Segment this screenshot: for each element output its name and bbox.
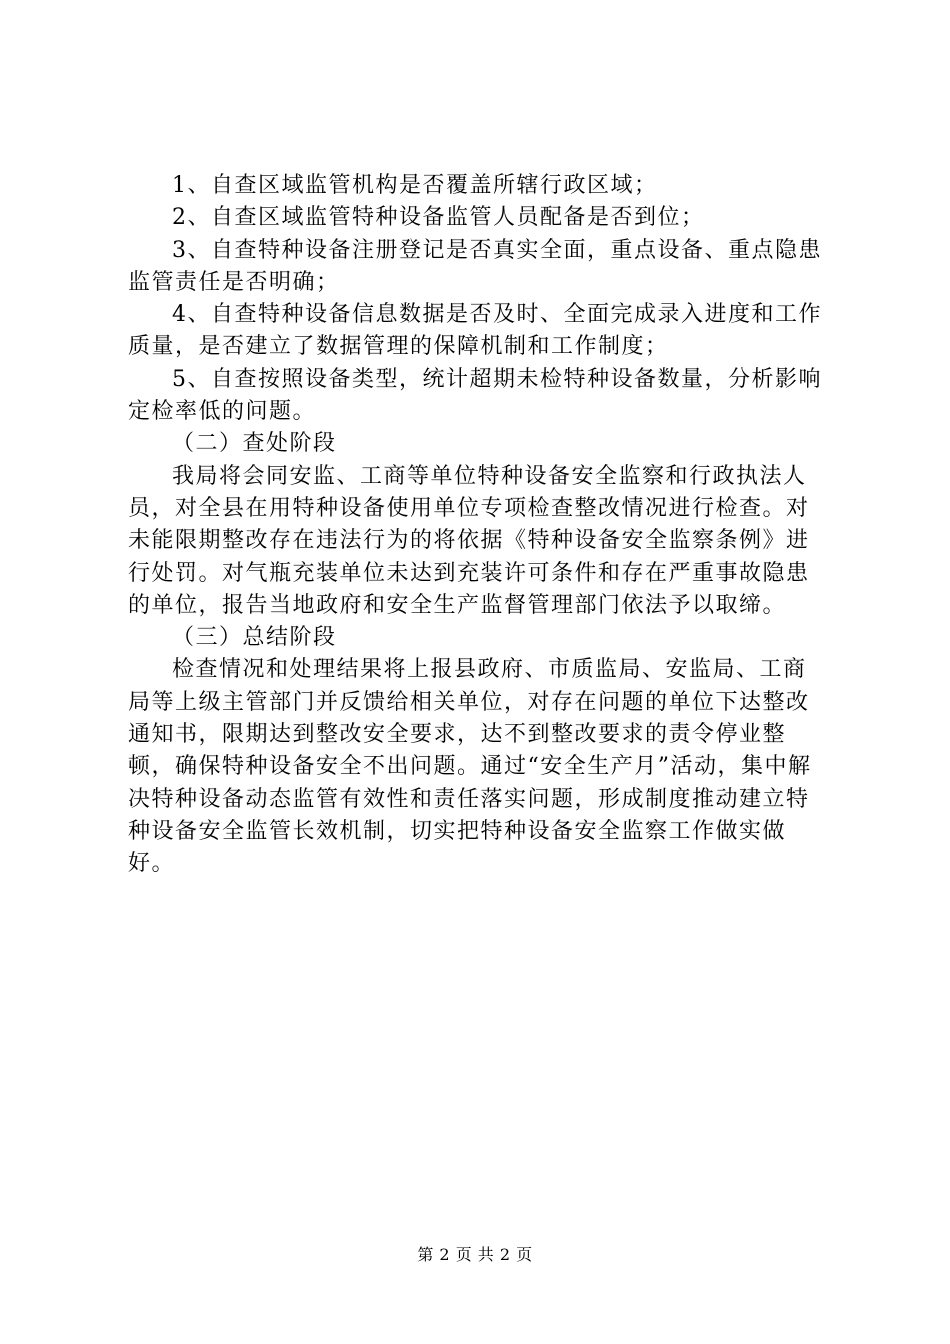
list-item-3: 3、自查特种设备注册登记是否真实全面，重点设备、重点隐患监管责任是否明确； bbox=[128, 237, 822, 295]
section-heading-investigation: （二）查处阶段 bbox=[172, 431, 337, 457]
list-item-5: 5、自查按照设备类型，统计超期未检特种设备数量，分析影响定检率低的问题。 bbox=[128, 366, 822, 425]
section-body-investigation: 我局将会同安监、工商等单位特种设备安全监察和行政执法人员，对全县在用特种设备使用单位专项检查整改情况进行检查。对未能限期整改存在违法行为的将依据《特种设备安全监察条例》进行处罚。对气瓶充装单位未达到充装许可条件和存在严重事故隐患的单位，报告当地政府和安全生产监督管理部门依法予以取缔。 bbox=[128, 463, 810, 618]
document-body bbox=[128, 170, 828, 881]
section-body-summary: 检查情况和处理结果将上报县政府、市质监局、安监局、工商局等上级主管部门并反馈给相关单位，对存在问题的单位下达整改通知书，限期达到整改安全要求，达不到整改要求的责令停业整顿，确保特种设备安全不出问题。通过“安全生产月”活动，集中解决特种设备动态监管有效性和责任落实问题，形成制度推动建立特种设备安全监管长效机制，切实把特种设备安全监察工作做实做好。 bbox=[128, 657, 812, 877]
section-heading-summary: （三）总结阶段 bbox=[172, 625, 337, 651]
page-footer: 第 2 页 共 2 页 bbox=[417, 1245, 533, 1264]
list-item-4: 4、自查特种设备信息数据是否及时、全面完成录入进度和工作质量，是否建立了数据管理的保障机制和工作制度； bbox=[128, 302, 822, 360]
list-item-2: 2、自查区域监管特种设备监管人员配备是否到位； bbox=[172, 205, 705, 231]
list-item-1: 1、自查区域监管机构是否覆盖所辖行政区域； bbox=[172, 173, 658, 198]
